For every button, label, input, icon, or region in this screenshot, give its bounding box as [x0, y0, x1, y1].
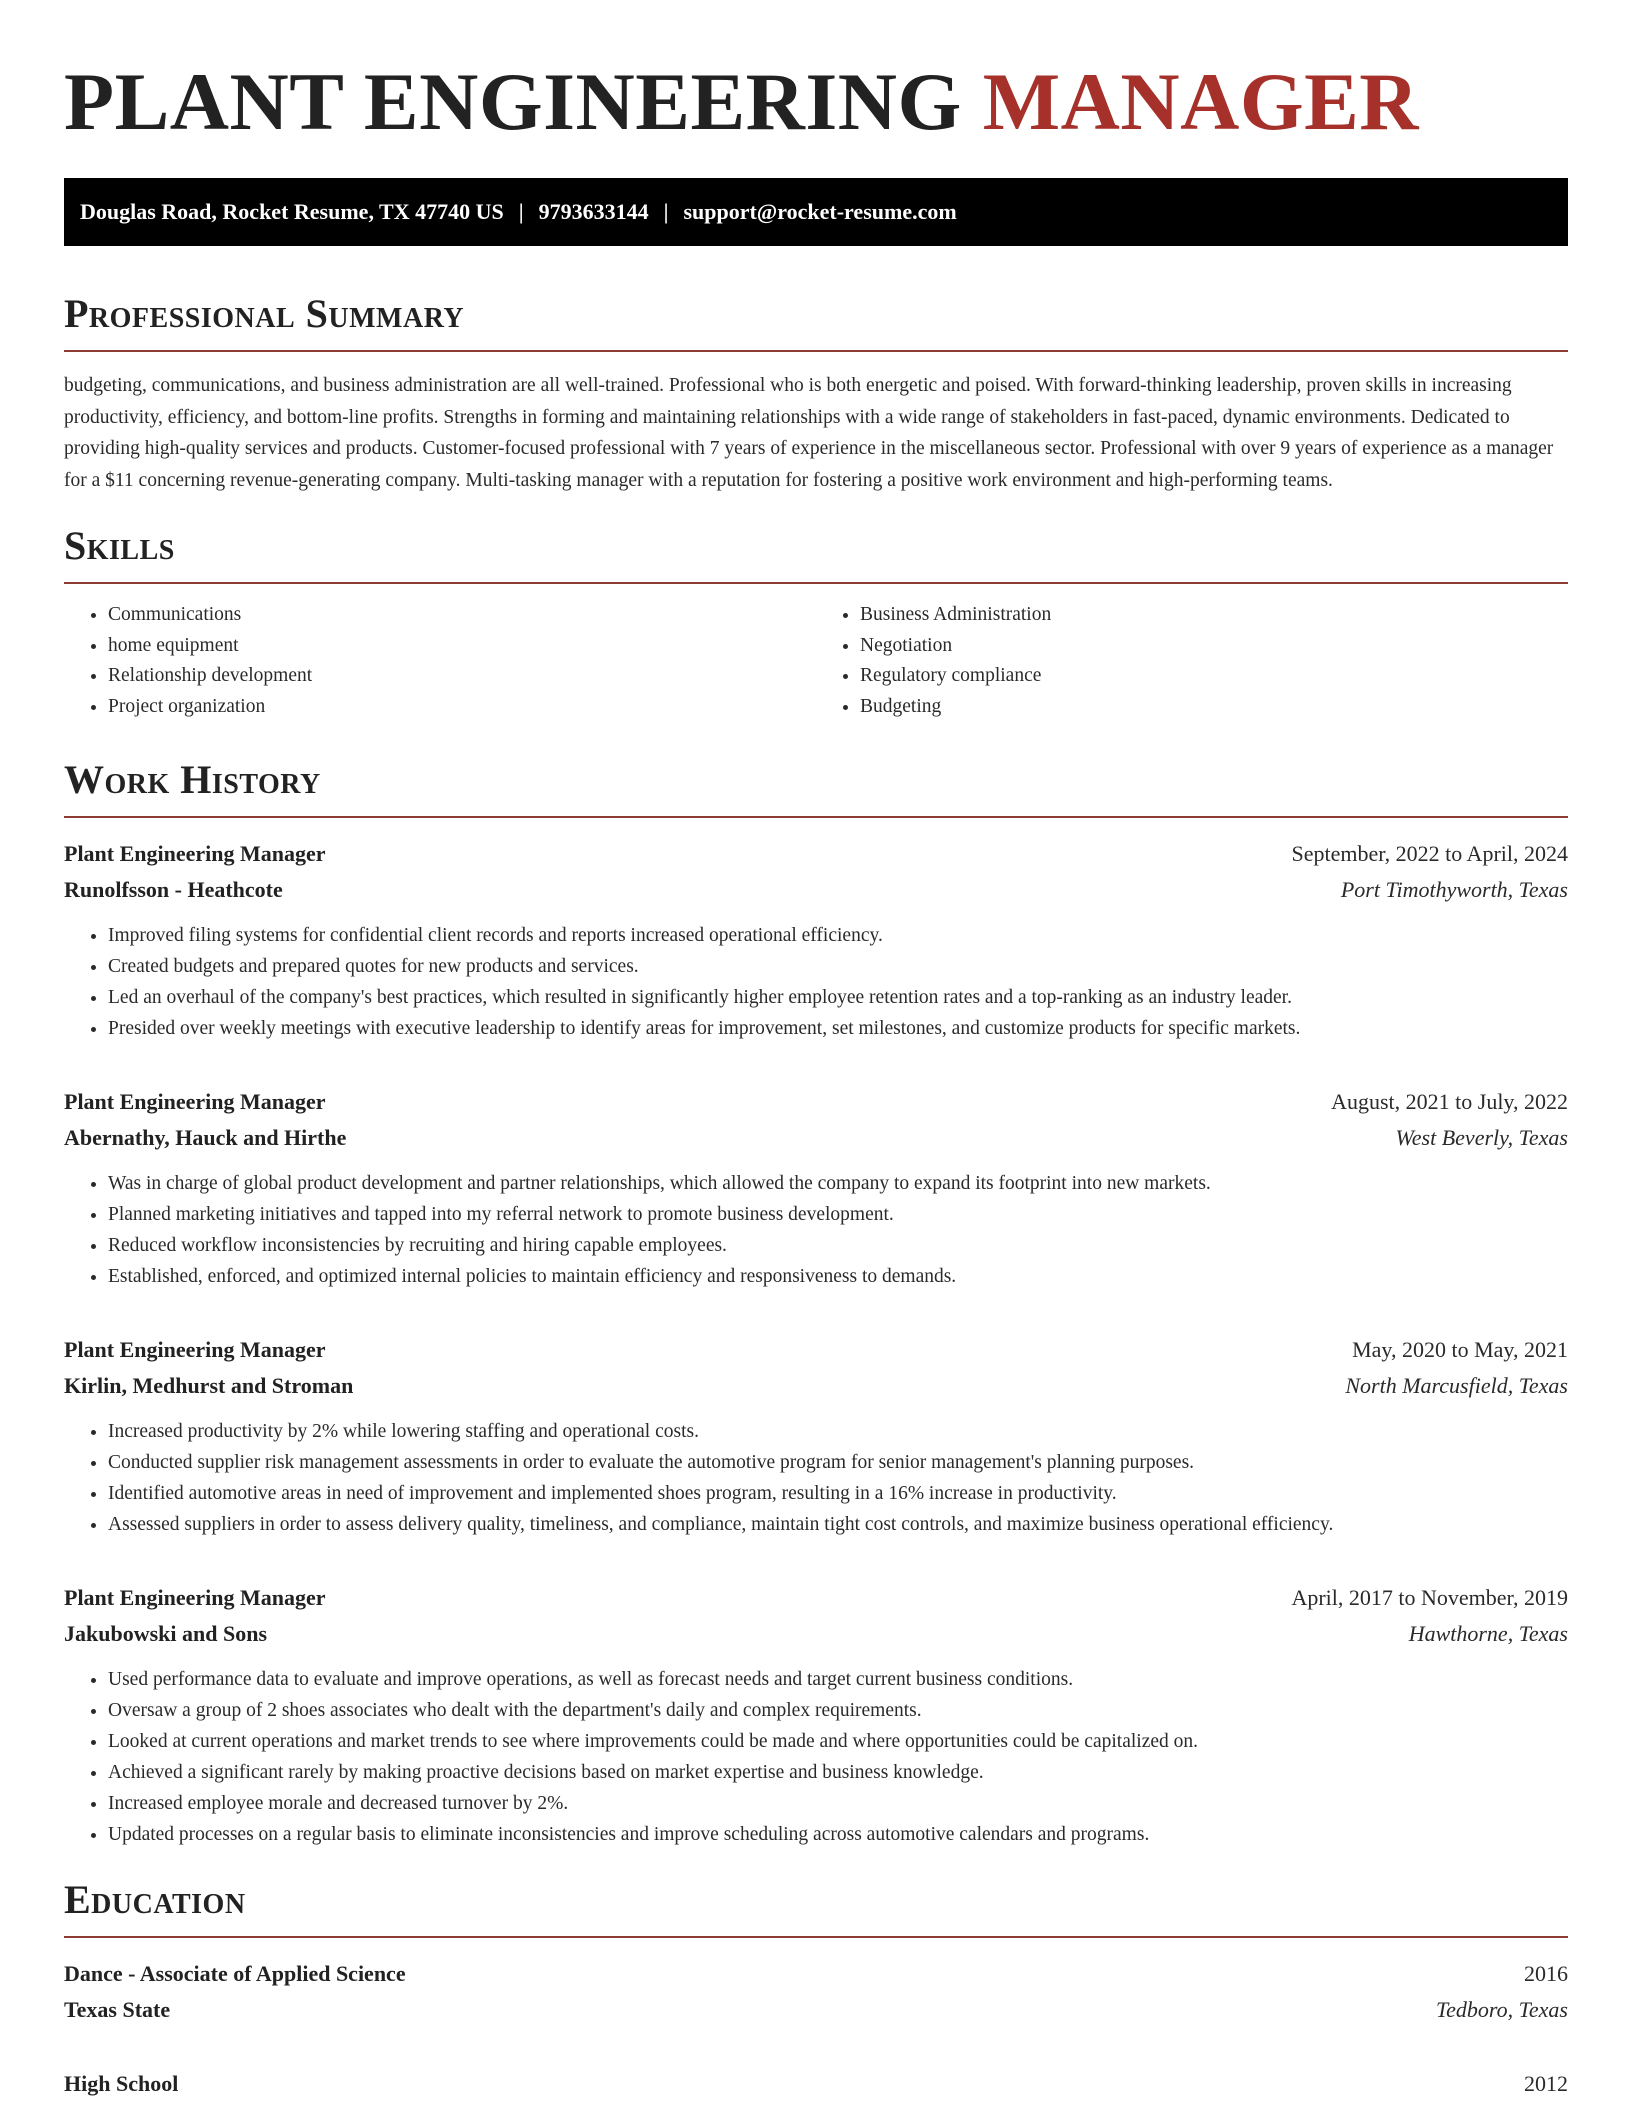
job-bullet: • Oversaw a group of 2 shoes associates who dealt with the department's daily and complex requirements. [108, 1695, 1568, 1726]
job-bullet: • Created budgets and prepared quotes for new products and services. [108, 951, 1568, 982]
job-bullet: • Improved filing systems for confidential client records and reports increased operational efficiency. [108, 920, 1568, 951]
education-school: Texas State [64, 1997, 171, 2022]
job-bullets [64, 1416, 1568, 1540]
job-location: Port Timothyworth, Texas [1340, 877, 1568, 902]
skills-columns [64, 600, 1568, 722]
job-bullets [64, 920, 1568, 1044]
contact-email: support@rocket-resume.com [683, 199, 957, 224]
job-location: Hawthorne, Texas [1408, 1621, 1568, 1646]
job-bullet: • Presided over weekly meetings with executive leadership to identify areas for improvement, set milestones, and customize products for specific markets. [108, 1013, 1568, 1044]
title-accent: MANAGER [982, 56, 1420, 147]
title-main: PLANT ENGINEERING [64, 56, 962, 147]
skills-left-column [64, 600, 816, 722]
education-section [64, 1876, 1568, 2102]
contact-bar [64, 178, 1568, 246]
job-bullet: • Assessed suppliers in order to assess delivery quality, timeliness, and compliance, maintain tight cost controls, and maximize business operational efficiency. [108, 1509, 1568, 1540]
job-bullet: • Increased employee morale and decreased turnover by 2%. [108, 1788, 1568, 1819]
job-bullet: • Identified automotive areas in need of improvement and implemented shoes program, resulting in a 16% increase in productivity. [108, 1478, 1568, 1509]
skill-item: • Project organization [108, 692, 816, 723]
education-location: Tedboro, Texas [1435, 1997, 1568, 2022]
job-bullet: • Looked at current operations and market trends to see where improvements could be made and where opportunities could be capitalized on. [108, 1726, 1568, 1757]
job-location: West Beverly, Texas [1395, 1125, 1568, 1150]
section-divider [64, 816, 1568, 818]
job-entry [64, 1084, 1568, 1292]
section-title-skills: Skills [64, 523, 175, 568]
section-divider [64, 1936, 1568, 1938]
education-year: 2016 [1524, 1961, 1568, 1986]
skills-section [64, 522, 1568, 722]
section-title-summary: Professional Summary [64, 291, 465, 336]
skill-item: • Relationship development [108, 661, 816, 692]
skill-item: • Communications [108, 600, 816, 631]
job-dates: August, 2021 to July, 2022 [1331, 1089, 1568, 1114]
summary-section [64, 290, 1568, 496]
skill-item: • Business Administration [860, 600, 1568, 631]
job-bullet: • Increased productivity by 2% while lowering staffing and operational costs. [108, 1416, 1568, 1447]
job-title: Plant Engineering Manager [64, 1089, 326, 1114]
job-company: Runolfsson - Heathcote [64, 877, 283, 902]
job-bullet: • Was in charge of global product development and partner relationships, which allowed the company to expand its footprint into new markets. [108, 1168, 1568, 1199]
contact-phone: 9793633144 [538, 199, 649, 224]
section-divider [64, 350, 1568, 352]
job-entry [64, 1580, 1568, 1850]
job-company: Kirlin, Medhurst and Stroman [64, 1373, 354, 1398]
contact-separator: | [663, 199, 669, 224]
education-degree: Dance - Associate of Applied Science [64, 1961, 406, 1986]
skill-item: • Regulatory compliance [860, 661, 1568, 692]
education-entry [64, 2066, 1568, 2102]
job-dates: April, 2017 to November, 2019 [1291, 1585, 1568, 1610]
job-bullet: • Achieved a significant rarely by making proactive decisions based on market expertise and business knowledge. [108, 1757, 1568, 1788]
job-bullet: • Established, enforced, and optimized internal policies to maintain efficiency and responsiveness to demands. [108, 1261, 1568, 1292]
job-entry [64, 836, 1568, 1044]
job-bullets [64, 1168, 1568, 1292]
job-title: Plant Engineering Manager [64, 841, 326, 866]
education-entry [64, 1956, 1568, 2028]
job-bullets [64, 1664, 1568, 1850]
job-bullet: • Planned marketing initiatives and tapped into my referral network to promote business development. [108, 1199, 1568, 1230]
skills-right-column [816, 600, 1568, 722]
job-dates: May, 2020 to May, 2021 [1352, 1337, 1568, 1362]
job-bullet: • Led an overhaul of the company's best practices, which resulted in significantly higher employee retention rates and a top-ranking as an industry leader. [108, 982, 1568, 1013]
section-title-work: Work History [64, 757, 321, 802]
skill-item: • home equipment [108, 631, 816, 662]
summary-text: budgeting, communications, and business administration are all well-trained. Professional who is both energetic and poised. With forward-thinking leadership, proven skills in increasing productivity, efficiency, and bottom-line profits. Strengths in forming and maintaining relationships with a wide range of stakeholders in fast-paced, dynamic environments. Dedicated to providing high-quality services and products. Customer-focused professional with 7 years of experience in the miscellaneous sector. Professional with over 9 years of experience as a manager for a $11 concerning revenue-generating company. Multi-tasking manager with a reputation for fostering a positive work environment and high-performing teams. [64, 375, 1554, 491]
job-bullet: • Conducted supplier risk management assessments in order to evaluate the automotive program for senior management's planning purposes. [108, 1447, 1568, 1478]
job-bullet: • Updated processes on a regular basis to eliminate inconsistencies and improve scheduling across automotive calendars and programs. [108, 1819, 1568, 1850]
section-title-education: Education [64, 1877, 246, 1922]
skill-item: • Budgeting [860, 692, 1568, 723]
job-company: Abernathy, Hauck and Hirthe [64, 1125, 347, 1150]
job-bullet: • Used performance data to evaluate and improve operations, as well as forecast needs and target current business conditions. [108, 1664, 1568, 1695]
education-degree: High School [64, 2071, 179, 2096]
job-title: Plant Engineering Manager [64, 1585, 326, 1610]
work-history-section [64, 756, 1568, 1850]
job-location: North Marcusfield, Texas [1345, 1373, 1568, 1398]
job-title: Plant Engineering Manager [64, 1337, 326, 1362]
job-entry [64, 1332, 1568, 1540]
contact-address: Douglas Road, Rocket Resume, TX 47740 US [80, 199, 504, 224]
contact-separator: | [518, 199, 524, 224]
job-company: Jakubowski and Sons [64, 1621, 268, 1646]
skill-item: • Negotiation [860, 631, 1568, 662]
job-dates: September, 2022 to April, 2024 [1291, 841, 1568, 866]
education-year: 2012 [1524, 2071, 1568, 2096]
section-divider [64, 582, 1568, 584]
resume-title [64, 52, 1568, 152]
job-bullet: • Reduced workflow inconsistencies by recruiting and hiring capable employees. [108, 1230, 1568, 1261]
